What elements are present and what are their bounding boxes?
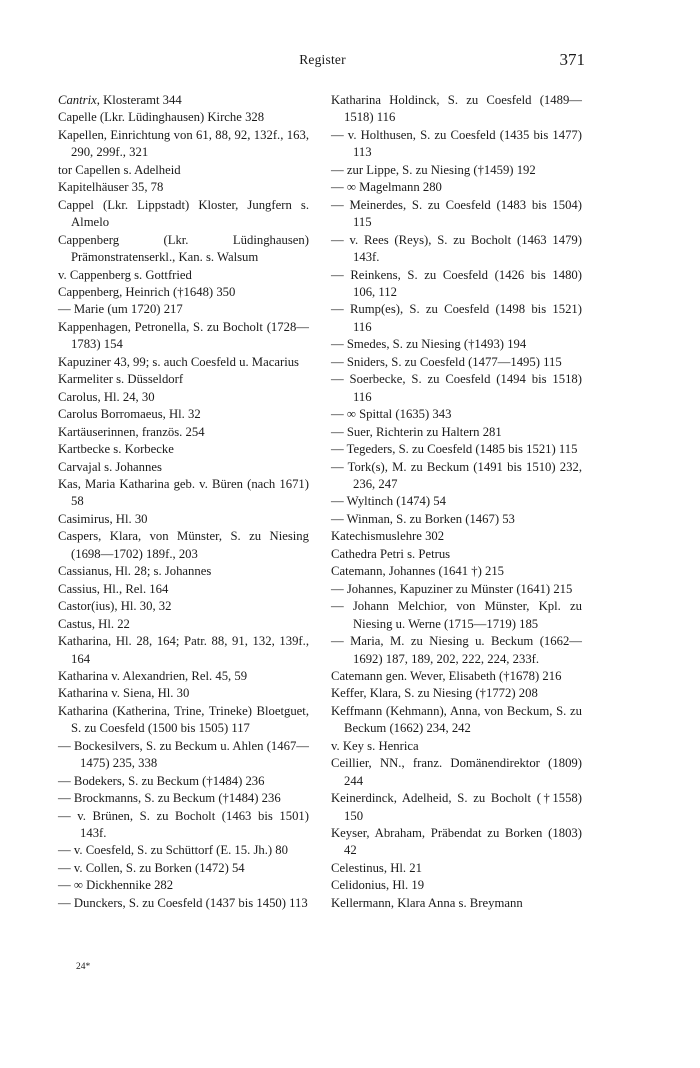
index-entry: Keinerdinck, Adelheid, S. zu Bocholt (†1558) 150 bbox=[331, 791, 582, 823]
index-entry: Kartäuserinnen, französ. 254 bbox=[58, 424, 205, 439]
index-entry: Kapuziner 43, 99; s. auch Coesfeld u. Macarius bbox=[58, 354, 299, 369]
index-entry: Kapitelhäuser 35, 78 bbox=[58, 180, 164, 195]
index-entry: Kartbecke s. Korbecke bbox=[58, 442, 174, 457]
index-entry: Celestinus, Hl. 21 bbox=[331, 860, 422, 875]
index-entry: Cathedra Petri s. Petrus bbox=[331, 546, 451, 561]
index-entry: Katharina (Katherina, Trine, Trineke) Bloetguet, S. zu Coesfeld (1500 bis 1505) 117 bbox=[58, 703, 309, 736]
index-subentry: — Soerbecke, S. zu Coesfeld (1494 bis 1518) 116 bbox=[331, 372, 582, 404]
index-subentry: — Bodekers, S. zu Beckum (†1484) 236 bbox=[58, 773, 265, 788]
index-entry: Kellermann, Klara Anna s. Breymann bbox=[331, 895, 523, 910]
index-subentry: — ∞ Magelmann 280 bbox=[331, 180, 442, 195]
index-entry: Katharina v. Siena, Hl. 30 bbox=[58, 686, 190, 701]
index-subentry: — ∞ Spittal (1635) 343 bbox=[331, 407, 452, 422]
index-subentry: — zur Lippe, S. zu Niesing (†1459) 192 bbox=[331, 162, 536, 177]
index-subentry: — Johann Melchior, von Münster, Kpl. zu Niesing u. Werne (1715—1719) 185 bbox=[331, 599, 582, 631]
index-entry: tor Capellen s. Adelheid bbox=[58, 162, 181, 177]
index-entry: Keffmann (Kehmann), Anna, von Beckum, S. zu Beckum (1662) 234, 242 bbox=[331, 703, 582, 736]
index-entry: Keffer, Klara, S. zu Niesing (†1772) 208 bbox=[331, 686, 538, 701]
index-subentry: — Smedes, S. zu Niesing (†1493) 194 bbox=[331, 337, 527, 352]
index-subentry: — Maria, M. zu Niesing u. Beckum (1662—1692) 187, 189, 202, 222, 224, 233f. bbox=[331, 634, 582, 666]
index-term-italic: Cantrix bbox=[58, 93, 97, 107]
index-entry: Carolus Borromaeus, Hl. 32 bbox=[58, 407, 201, 422]
index-entry: Cappenberg, Heinrich (†1648) 350 bbox=[58, 284, 236, 299]
index-entry: Katharina v. Alexandrien, Rel. 45, 59 bbox=[58, 668, 248, 683]
index-entry: Carolus, Hl. 24, 30 bbox=[58, 389, 155, 404]
index-entry: Katharina, Hl. 28, 164; Patr. 88, 91, 132, 139f., 164 bbox=[58, 634, 309, 666]
index-subentry: — Suer, Richterin zu Haltern 281 bbox=[331, 424, 502, 439]
index-subentry: — Bockesilvers, S. zu Beckum u. Ahlen (1467—1475) 235, 338 bbox=[58, 738, 309, 771]
running-title: Register bbox=[299, 52, 346, 67]
index-subentry: — ∞ Dickhennike 282 bbox=[58, 878, 174, 893]
index-entry: Katharina Holdinck, S. zu Coesfeld (1489—1518) 116 bbox=[331, 93, 582, 125]
index-subentry: — Johannes, Kapuziner zu Münster (1641) 215 bbox=[331, 581, 573, 596]
index-entry: Castus, Hl. 22 bbox=[58, 616, 130, 631]
index-entry: Kapellen, Einrichtung von 61, 88, 92, 132f., 163, 290, 299f., 321 bbox=[58, 127, 309, 160]
index-entry: Capelle (Lkr. Lüdinghausen) Kirche 328 bbox=[58, 110, 265, 125]
index-entry: Caspers, Klara, von Münster, S. zu Niesing (1698—1702) 189f., 203 bbox=[58, 529, 309, 561]
page-header bbox=[60, 50, 585, 76]
index-entry: Katechismuslehre 302 bbox=[331, 529, 445, 544]
index-column-right bbox=[331, 92, 582, 912]
index-entry: Cappel (Lkr. Lippstadt) Kloster, Jungfern s. Almelo bbox=[58, 197, 309, 230]
index-subentry: — Marie (um 1720) 217 bbox=[58, 302, 183, 317]
index-subentry: — Brockmanns, S. zu Beckum (†1484) 236 bbox=[58, 791, 281, 806]
index-entry: v. Key s. Henrica bbox=[331, 738, 419, 753]
index-subentry: — Tegeders, S. zu Coesfeld (1485 bis 1521) 115 bbox=[331, 442, 578, 457]
index-entry: Ceillier, NN., franz. Domänendirektor (1809) 244 bbox=[331, 756, 582, 788]
index-entry: Keyser, Abraham, Präbendat zu Borken (1803) 42 bbox=[331, 826, 582, 858]
index-entry: Cassius, Hl., Rel. 164 bbox=[58, 581, 169, 596]
index-subentry: — v. Brünen, S. zu Bocholt (1463 bis 1501) 143f. bbox=[58, 808, 309, 841]
index-entry bbox=[58, 92, 309, 109]
index-subentry: — Wyltinch (1474) 54 bbox=[331, 494, 446, 509]
signature-mark: 24* bbox=[76, 962, 91, 972]
index-entry: Kas, Maria Katharina geb. v. Büren (nach 1671) 58 bbox=[58, 476, 309, 509]
index-entry-rest: , Klosteramt 344 bbox=[96, 93, 182, 107]
index-subentry: — Reinkens, S. zu Coesfeld (1426 bis 1480) 106, 112 bbox=[331, 267, 582, 299]
index-subentry: — Winman, S. zu Borken (1467) 53 bbox=[331, 511, 515, 526]
index-entry: Kappenhagen, Petronella, S. zu Bocholt (1728—1783) 154 bbox=[58, 319, 309, 352]
index-subentry: — v. Collen, S. zu Borken (1472) 54 bbox=[58, 860, 245, 875]
index-subentry: — Sniders, S. zu Coesfeld (1477—1495) 115 bbox=[331, 354, 562, 369]
index-entry: Catemann, Johannes (1641 †) 215 bbox=[331, 564, 505, 579]
index-subentry: — Dunckers, S. zu Coesfeld (1437 bis 1450) 113 bbox=[58, 895, 308, 910]
index-entry: Cassianus, Hl. 28; s. Johannes bbox=[58, 564, 212, 579]
index-subentry: — v. Holthusen, S. zu Coesfeld (1435 bis 1477) 113 bbox=[331, 127, 582, 160]
index-subentry: — v. Rees (Reys), S. zu Bocholt (1463 1479) 143f. bbox=[331, 232, 582, 265]
index-column-left bbox=[58, 92, 309, 912]
index-entry: Castor(ius), Hl. 30, 32 bbox=[58, 599, 172, 614]
index-subentry: — Rump(es), S. zu Coesfeld (1498 bis 1521) 116 bbox=[331, 302, 582, 334]
index-subentry: — v. Coesfeld, S. zu Schüttorf (E. 15. Jh.) 80 bbox=[58, 843, 288, 858]
index-entry: Cappenberg (Lkr. Lüdinghausen) Prämonstratenserkl., Kan. s. Walsum bbox=[58, 232, 309, 265]
index-entry: Celidonius, Hl. 19 bbox=[331, 878, 425, 893]
index-entry: v. Cappenberg s. Gottfried bbox=[58, 267, 192, 282]
index-entry: Casimirus, Hl. 30 bbox=[58, 511, 148, 526]
index-entry: Carvajal s. Johannes bbox=[58, 459, 162, 474]
index-entry: Karmeliter s. Düsseldorf bbox=[58, 372, 184, 387]
index-subentry: — Tork(s), M. zu Beckum (1491 bis 1510) 232, 236, 247 bbox=[331, 459, 582, 491]
index-subentry: — Meinerdes, S. zu Coesfeld (1483 bis 1504) 115 bbox=[331, 197, 582, 230]
index-entry: Catemann gen. Wever, Elisabeth (†1678) 216 bbox=[331, 668, 562, 683]
page-number: 371 bbox=[559, 50, 585, 69]
